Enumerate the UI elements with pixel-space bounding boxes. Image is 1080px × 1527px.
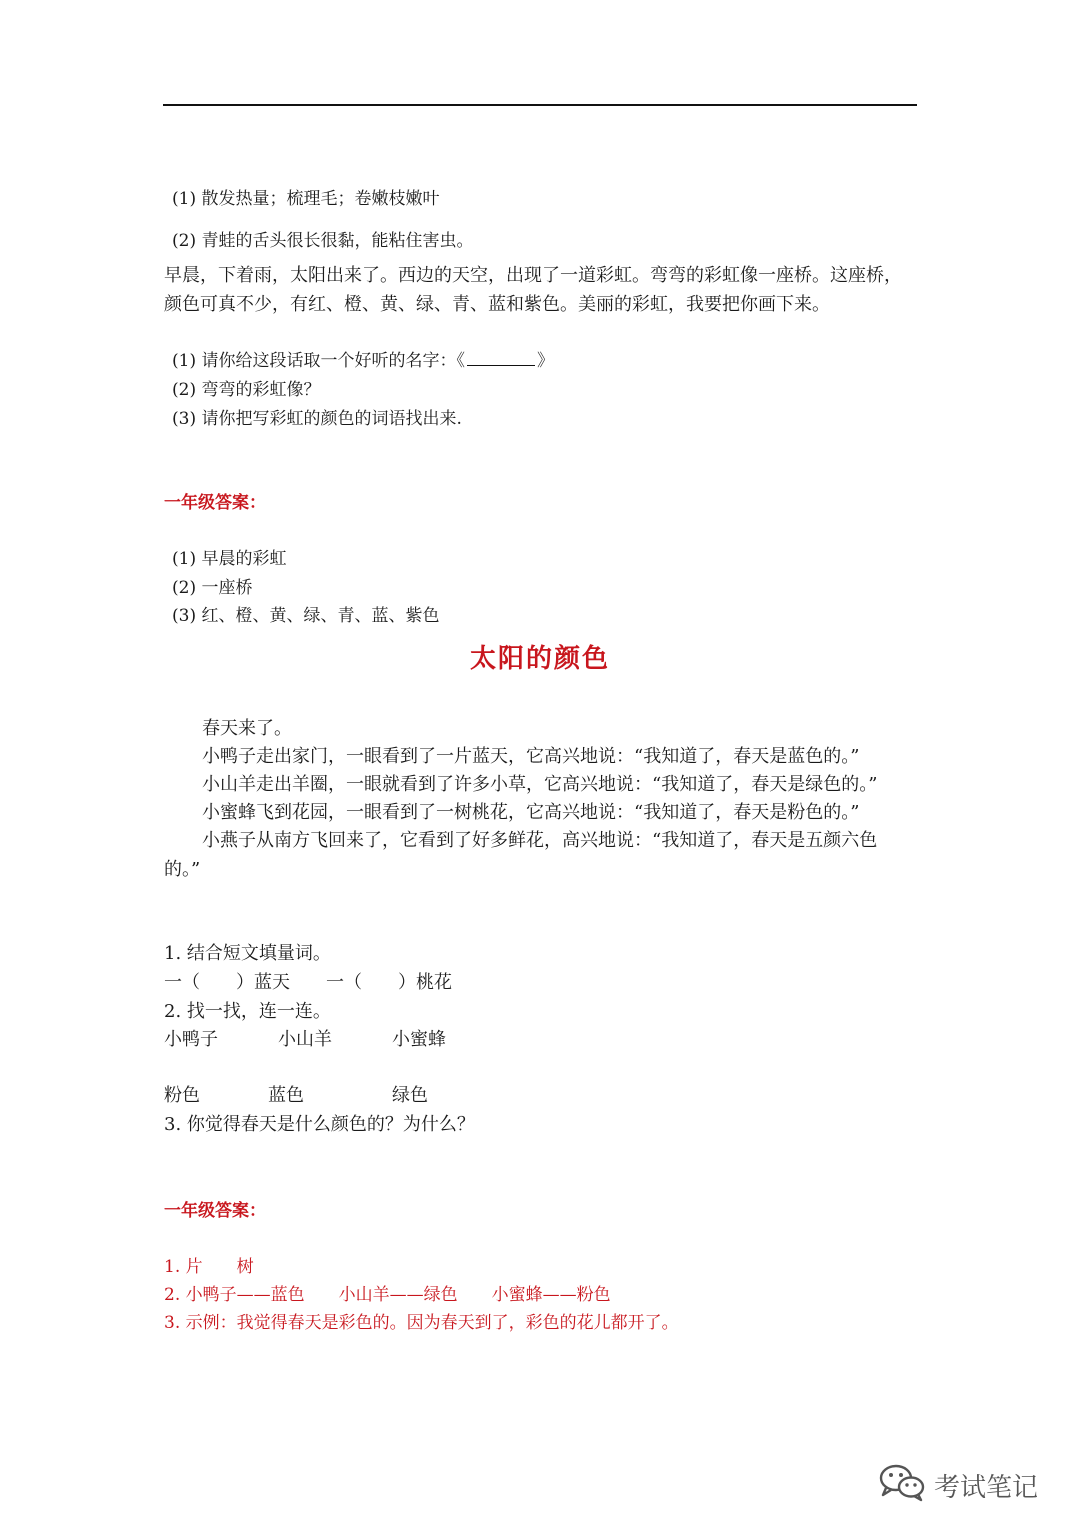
animal-bee: 小蜜蜂 <box>392 1029 446 1050</box>
answer-blank <box>467 349 535 366</box>
story-paragraph-5-end: 的。” <box>164 859 201 880</box>
story-paragraph-5: 小燕子从南方飞回来了，它看到了好多鲜花，高兴地说：“我知道了，春天是五颜六色 <box>202 830 878 851</box>
question-2: (2) 弯弯的彩虹像？ <box>172 380 321 400</box>
passage-line-2: 颜色可真不少，有红、橙、黄、绿、青、蓝和紫色。美丽的彩虹，我要把你画下来。 <box>164 294 830 315</box>
question-1 <box>172 346 554 371</box>
color-blue: 蓝色 <box>268 1085 304 1106</box>
story-paragraph-3: 小山羊走出羊圈，一眼就看到了许多小草，它高兴地说：“我知道了，春天是绿色的。” <box>202 774 878 795</box>
exercise-answer-3: 3. 示例：我觉得春天是彩色的。因为春天到了，彩色的花儿都开了。 <box>164 1313 679 1333</box>
question-1-text: (1) 请你给这段话取一个好听的名字：《 <box>172 351 465 371</box>
story-title: 太阳的颜色 <box>469 644 610 674</box>
exercise-answer-1: 1. 片 树 <box>164 1257 254 1277</box>
story-paragraph-2: 小鸭子走出家门，一眼看到了一片蓝天，它高兴地说：“我知道了，春天是蓝色的。” <box>202 746 860 767</box>
exercise-2: 2. 找一找，连一连。 <box>164 1001 331 1022</box>
watermark <box>878 1462 1038 1509</box>
color-green: 绿色 <box>392 1085 428 1106</box>
answer-1: (1) 早晨的彩虹 <box>172 549 287 569</box>
exercise-answer-2: 2. 小鸭子——蓝色 小山羊——绿色 小蜜蜂——粉色 <box>164 1285 611 1305</box>
watermark-text: 考试笔记 <box>934 1473 1039 1503</box>
answer-2: (2) 一座桥 <box>172 578 253 598</box>
exercise-1-fill: 一（ ）蓝天 一（ ）桃花 <box>164 972 452 993</box>
answer-line-1: (1) 散发热量；梳理毛；卷嫩枝嫩叶 <box>172 189 440 209</box>
story-paragraph-1: 春天来了。 <box>202 718 292 739</box>
exercise-1: 1. 结合短文填量词。 <box>164 943 331 964</box>
animal-duck: 小鸭子 <box>164 1029 218 1050</box>
exercise-3: 3. 你觉得春天是什么颜色的？为什么？ <box>164 1114 475 1135</box>
question-1-close: 》 <box>536 351 554 371</box>
answer-3: (3) 红、橙、黄、绿、青、蓝、紫色 <box>172 606 440 626</box>
color-pink: 粉色 <box>164 1085 200 1106</box>
question-3: (3) 请你把写彩虹的颜色的词语找出来. <box>172 409 462 429</box>
answers-heading: 一年级答案： <box>164 493 266 513</box>
answers-heading-2: 一年级答案： <box>164 1201 266 1221</box>
story-paragraph-4: 小蜜蜂飞到花园，一眼看到了一树桃花，它高兴地说：“我知道了，春天是粉色的。” <box>202 802 860 823</box>
top-rule <box>163 104 917 106</box>
wechat-icon <box>878 1462 926 1509</box>
answer-line-2: (2) 青蛙的舌头很长很黏，能粘住害虫。 <box>172 231 474 251</box>
animal-goat: 小山羊 <box>278 1029 332 1050</box>
passage-line-1: 早晨，下着雨，太阳出来了。西边的天空，出现了一道彩虹。弯弯的彩虹像一座桥。这座桥， <box>164 265 902 286</box>
